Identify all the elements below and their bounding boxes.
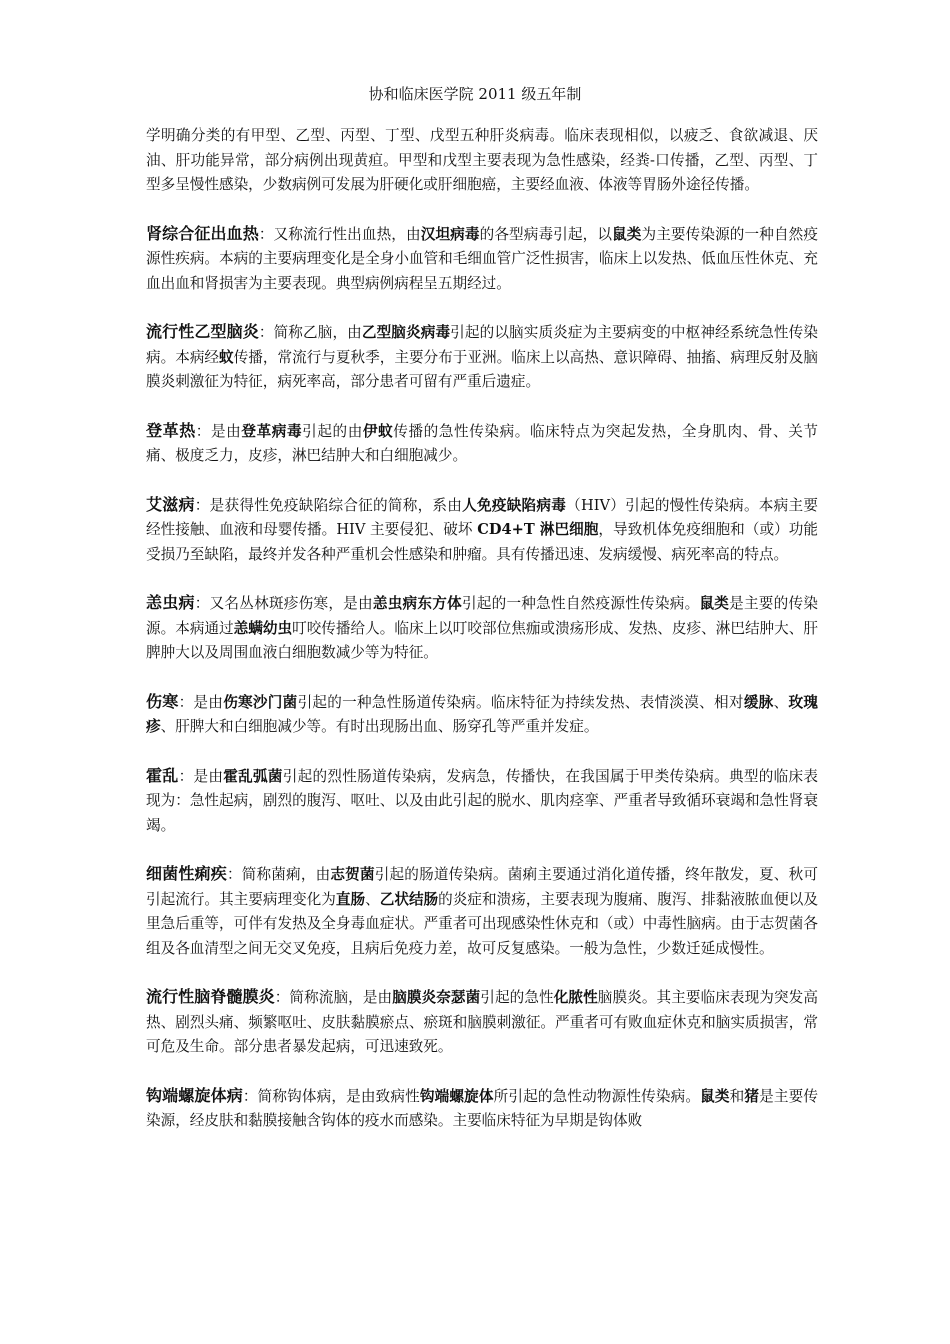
- disease-term: 伤寒: [146, 691, 179, 711]
- body-text: 引起的由: [302, 422, 363, 440]
- body-text: 所引起的急性动物源性传染病。: [493, 1087, 701, 1105]
- bold-keyword: 汉坦病毒: [420, 225, 480, 243]
- bold-keyword: 伤寒沙门菌: [223, 693, 298, 711]
- paragraph-spacer: [146, 567, 818, 591]
- body-text: ：简称菌痢，由: [226, 866, 331, 883]
- body-text: 、: [365, 890, 380, 908]
- body-text: ：简称钩体病，是由致病性: [242, 1087, 420, 1105]
- bold-keyword: 鼠类: [699, 595, 730, 612]
- body-text: 学明确分类的有甲型、乙型、丙型、丁型、戊型五种肝炎病毒。临床表现相似，以疲乏、食欲减退、厌油、肝功能异常，部分病例出现黄疸。甲型和戊型主要表现为急性感染，经粪-口传播，乙型、丙型、丁型多呈慢性感染，少数病例可发展为肝硬化或肝细胞癌，主要经血液、体液等胃肠外途径传播。: [146, 127, 818, 193]
- paragraph: [146, 493, 818, 568]
- paragraph: [146, 222, 818, 297]
- body-text: 叮咬传播给人。临床上以叮咬部位焦痂或溃疡形成、发热、皮疹、淋巴结肿大、肝脾肿大以及周围血液白细胞数减少等为特征。: [146, 619, 818, 661]
- paragraph: [146, 419, 818, 469]
- bold-keyword: 登革病毒: [241, 422, 303, 440]
- body-text: 为主要传染源的一种自然疫源性疾病。本病的主要病理变化是全身小血管和毛细血管广泛性损害，临床上以发热、低血压性休克、充血出血和肾损害为主要表现。典型病例病程呈五期经过。: [146, 225, 818, 292]
- body-text: ：是由: [178, 767, 224, 785]
- body-text: 引起的急性: [480, 989, 554, 1006]
- body-text: 引起的肠道传染病。菌痢主要通过消化道传播，终年散发，夏、秋可引起流行。其主要病理变化为: [146, 866, 818, 908]
- bold-keyword: CD4+T 淋巴细胞: [477, 521, 599, 538]
- disease-term: 恙虫病: [146, 593, 195, 612]
- bold-keyword: 乙状结肠: [379, 890, 439, 908]
- body-text: 、: [773, 693, 789, 711]
- body-text: ：是由: [195, 422, 242, 440]
- bold-keyword: 化脓性: [553, 989, 598, 1006]
- bold-keyword: 蚊: [219, 348, 234, 366]
- paragraph: [146, 591, 818, 666]
- body-text: 脑膜炎。其主要临床表现为突发高热、剧烈头痛、频繁呕吐、皮肤黏膜瘀点、瘀斑和脑膜刺激征。严重者可有败血症休克和脑实质损害，常可危及生命。部分患者暴发起病，可迅速致死。: [146, 989, 818, 1055]
- bold-keyword: 恙虫病东方体: [372, 595, 462, 612]
- bold-keyword: 乙型脑炎病毒: [361, 324, 451, 341]
- bold-keyword: 猪: [744, 1087, 760, 1105]
- paragraph: [146, 764, 818, 839]
- paragraph: [146, 862, 818, 961]
- body-text: 传播的急性传染病。临床特点为突起发热，全身肌肉、骨、关节痛、极度乏力，皮疹，淋巴结肿大和白细胞减少。: [146, 422, 818, 464]
- disease-term: 肾综合征出血热: [146, 223, 259, 243]
- paragraph-spacer: [146, 198, 818, 222]
- body-text: 引起的一种急性自然疫源性传染病。: [461, 595, 700, 612]
- body-text: 是主要传染源，经皮肤和黏膜接触含钩体的疫水而感染。主要临床特征为早期是钩体败: [146, 1087, 818, 1129]
- body-text: ：又称流行性出血热，由: [258, 225, 421, 243]
- disease-term: 细菌性痢疾: [146, 864, 227, 883]
- body-text: （HIV）引起的慢性传染病。本病主要经性接触、血液和母婴传播。HIV 主要侵犯、破坏: [146, 496, 818, 538]
- body-text: ：是获得性免疫缺陷综合征的简称，系由: [194, 496, 463, 514]
- paragraph-spacer: [146, 666, 818, 690]
- bold-keyword: 志贺菌: [330, 866, 375, 883]
- body-text: ：又名丛林斑疹伤寒，是由: [194, 595, 373, 612]
- page-header: 协和临床医学院 2011 级五年制: [368, 85, 582, 103]
- paragraph: [146, 320, 818, 395]
- bold-keyword: 直肠: [335, 890, 366, 908]
- paragraph-spacer: [146, 395, 818, 419]
- body-text: 引起的烈性肠道传染病，发病急，传播快，在我国属于甲类传染病。典型的临床表现为：急性起病，剧烈的腹泻、呕吐、以及由此引起的脱水、肌肉痉挛、严重者导致循环衰竭和急性肾衰竭。: [146, 767, 818, 834]
- body-text: 引起的一种急性肠道传染病。临床特征为持续发热、表情淡漠、相对: [297, 693, 744, 711]
- body-text: 引起的以脑实质炎症为主要病变的中枢神经系统急性传染病。本病经: [146, 324, 818, 366]
- bold-keyword: 缓脉: [743, 693, 774, 711]
- bold-keyword: 鼠类: [700, 1087, 730, 1105]
- bold-keyword: 伊蚊: [362, 422, 394, 440]
- disease-term: 流行性脑脊髓膜炎: [146, 987, 275, 1006]
- paragraph-spacer: [146, 961, 818, 985]
- paragraph-spacer: [146, 740, 818, 764]
- document-body: [146, 124, 818, 1134]
- paragraph-spacer: [146, 838, 818, 862]
- paragraph-spacer: [146, 296, 818, 320]
- bold-keyword: 恙螨幼虫: [233, 619, 293, 637]
- disease-term: 登革热: [146, 420, 196, 440]
- paragraph: [146, 985, 818, 1060]
- body-text: ：是由: [178, 693, 224, 711]
- bold-keyword: 霍乱弧菌: [223, 767, 283, 785]
- paragraph-spacer: [146, 469, 818, 493]
- disease-term: 霍乱: [146, 765, 179, 785]
- bold-keyword: 脑膜炎奈瑟菌: [392, 989, 481, 1006]
- disease-term: 钩端螺旋体病: [146, 1085, 243, 1105]
- paragraph: [146, 124, 818, 198]
- bold-keyword: 人免疫缺陷病毒: [462, 496, 567, 514]
- bold-keyword: 鼠类: [612, 225, 642, 243]
- disease-term: 流行性乙型脑炎: [146, 322, 259, 341]
- bold-keyword: 玫瑰疹: [146, 693, 818, 735]
- paragraph: [146, 690, 818, 740]
- body-text: 传播，常流行与夏秋季，主要分布于亚洲。临床上以高热、意识障碍、抽搐、病理反射及脑膜炎刺激征为特征，病死率高，部分患者可留有严重后遗症。: [146, 348, 818, 390]
- disease-term: 艾滋病: [146, 494, 195, 514]
- bold-keyword: 钩端螺旋体: [419, 1087, 494, 1105]
- body-text: ：简称流脑，是由: [274, 989, 393, 1006]
- body-text: ，导致机体免疫细胞和（或）功能受损乃至缺陷，最终并发各种严重机会性感染和肿瘤。具有传播迅速、发病缓慢、病死率高的特点。: [146, 521, 818, 563]
- paragraph: [146, 1084, 818, 1134]
- paragraph-spacer: [146, 1060, 818, 1084]
- body-text: 和: [729, 1087, 745, 1105]
- body-text: 、肝脾大和白细胞减少等。有时出现肠出血、肠穿孔等严重并发症。: [160, 718, 599, 735]
- body-text: 是主要的传染源。本病通过: [146, 595, 818, 637]
- body-text: ：简称乙脑，由: [258, 324, 362, 341]
- body-text: 的炎症和溃疡，主要表现为腹痛、腹泻、排黏液脓血便以及里急后重等，可伴有发热及全身毒血症状。严重者可出现感染性休克和（或）中毒性脑病。由于志贺菌各组及各血清型之间无交叉免疫，且病后免疫力差，故可反复感染。一般为急性，少数迁延成慢性。: [146, 890, 818, 957]
- body-text: 的各型病毒引起，以: [479, 225, 613, 243]
